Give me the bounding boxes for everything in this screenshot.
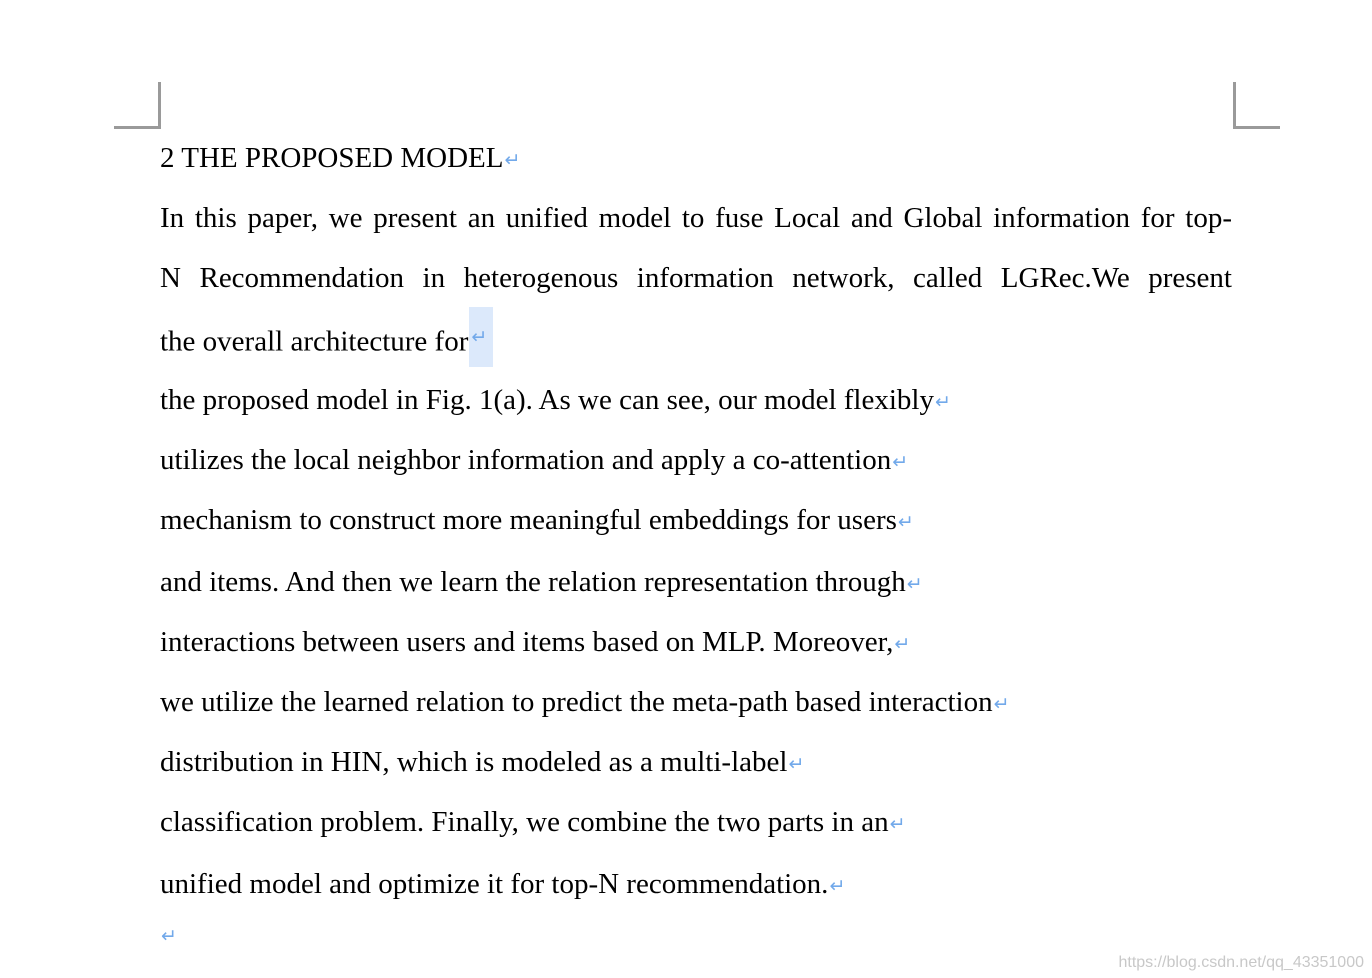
paragraph-mark-icon: ↵ [504, 149, 521, 171]
top-right-crop-mark [1233, 82, 1280, 129]
text-line-10[interactable] [160, 745, 804, 781]
text-line-7[interactable] [160, 565, 923, 601]
line-text[interactable]: we utilize the learned relation to predict the meta-path based interaction [160, 686, 993, 718]
heading-text[interactable]: 2 THE PROPOSED MODEL [160, 142, 504, 174]
paragraph-mark-icon: ↵ [934, 391, 951, 413]
section-heading[interactable] [160, 141, 520, 177]
top-left-crop-mark [114, 82, 161, 129]
line-text[interactable]: and items. And then we learn the relation representation through [160, 566, 906, 598]
text-line-5[interactable] [160, 443, 908, 479]
paragraph-mark-icon: ↵ [161, 925, 177, 947]
text-line-8[interactable] [160, 625, 910, 661]
line-text[interactable]: distribution in HIN, which is modeled as a multi-label [160, 746, 788, 778]
text-line-2[interactable] [160, 261, 1232, 295]
paragraph-mark-icon: ↵ [993, 693, 1010, 715]
line-text[interactable]: the proposed model in Fig. 1(a). As we can see, our model flexibly [160, 384, 934, 416]
paragraph-mark-icon: ↵ [788, 753, 805, 775]
paragraph-mark-icon: ↵ [889, 813, 906, 835]
paragraph-mark-icon: ↵ [829, 875, 846, 897]
watermark: https://blog.csdn.net/qq_43351000 [1118, 954, 1364, 971]
text-line-6[interactable] [160, 503, 914, 539]
paragraph-mark-icon: ↵ [894, 633, 911, 655]
empty-paragraph[interactable] [160, 917, 177, 953]
line-text[interactable]: utilizes the local neighbor information and apply a co-attention [160, 444, 892, 476]
line-text[interactable]: interactions between users and items based on MLP. Moreover, [160, 626, 894, 658]
text-line-3[interactable] [160, 321, 493, 367]
line-text[interactable]: unified model and optimize it for top-N recommendation. [160, 868, 829, 900]
text-line-9[interactable] [160, 685, 1010, 721]
text-line-4[interactable] [160, 383, 951, 419]
line-text[interactable]: N Recommendation in heterogenous information network, called LGRec.We present [160, 262, 1232, 294]
text-line-11[interactable] [160, 805, 906, 841]
selected-paragraph-mark-icon[interactable]: ↵ [469, 307, 493, 367]
line-text[interactable]: mechanism to construct more meaningful embeddings for users [160, 504, 897, 536]
text-line-12[interactable] [160, 867, 845, 903]
line-text[interactable]: the overall architecture for [160, 325, 469, 358]
paragraph-mark-icon: ↵ [892, 451, 909, 473]
line-text[interactable]: In this paper, we present an unified model to fuse Local and Global information for top- [160, 202, 1232, 234]
text-line-1[interactable] [160, 201, 1232, 235]
line-text[interactable]: classification problem. Finally, we combine the two parts in an [160, 806, 889, 838]
paragraph-mark-icon: ↵ [906, 573, 923, 595]
paragraph-mark-icon: ↵ [897, 511, 914, 533]
